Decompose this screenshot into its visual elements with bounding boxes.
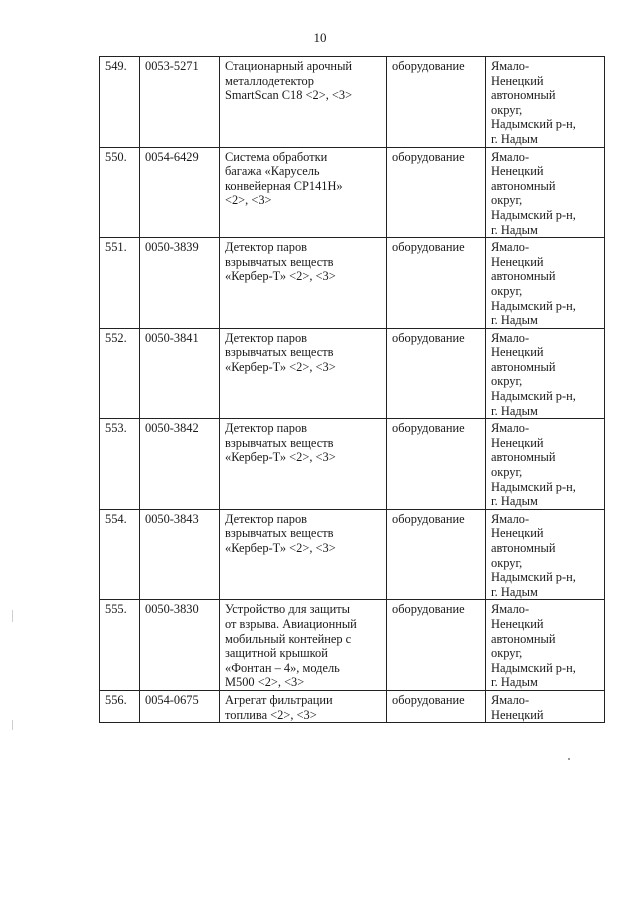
equipment-name-line: от взрыва. Авиационный xyxy=(225,616,357,631)
location-line: Надымский р-н, xyxy=(491,479,576,494)
equipment-table xyxy=(99,56,605,723)
equipment-name-line: Детектор паров xyxy=(225,421,307,436)
location-line: г. Надым xyxy=(491,494,538,509)
inventory-code-cell: 0050-3841 xyxy=(140,328,220,419)
row-number-cell: 552. xyxy=(100,328,140,419)
equipment-table-body xyxy=(100,57,605,723)
location-line: Ямало- xyxy=(491,692,530,707)
asset-type-cell: оборудование xyxy=(387,419,486,510)
location-line: автономный xyxy=(491,88,556,103)
table-row xyxy=(100,600,605,691)
equipment-name-line: Детектор паров xyxy=(225,330,307,345)
row-number-cell: 549. xyxy=(100,57,140,148)
equipment-name-line: Детектор паров xyxy=(225,240,307,255)
equipment-name-cell xyxy=(220,238,387,329)
inventory-code-cell: 0050-3842 xyxy=(140,419,220,510)
asset-type-cell: оборудование xyxy=(387,509,486,600)
location-line: г. Надым xyxy=(491,584,538,599)
location-line: округ, xyxy=(491,102,523,117)
equipment-name-cell xyxy=(220,328,387,419)
table-row xyxy=(100,509,605,600)
row-number-cell: 550. xyxy=(100,147,140,238)
equipment-name-cell xyxy=(220,509,387,600)
location-line: округ, xyxy=(491,193,523,208)
row-number-cell: 554. xyxy=(100,509,140,600)
location-line: автономный xyxy=(491,178,556,193)
table-row xyxy=(100,238,605,329)
asset-type-cell: оборудование xyxy=(387,690,486,722)
location-line: Ямало- xyxy=(491,330,530,345)
location-cell xyxy=(486,509,605,600)
row-number-cell: 553. xyxy=(100,419,140,510)
location-cell xyxy=(486,600,605,691)
location-line: автономный xyxy=(491,450,556,465)
location-line: автономный xyxy=(491,359,556,374)
equipment-name-cell xyxy=(220,690,387,722)
row-number-cell: 551. xyxy=(100,238,140,329)
location-line: г. Надым xyxy=(491,403,538,418)
location-line: Ямало- xyxy=(491,421,530,436)
table-row xyxy=(100,690,605,722)
equipment-name-line: Устройство для защиты xyxy=(225,602,350,617)
location-line: Надымский р-н, xyxy=(491,389,576,404)
location-cell xyxy=(486,690,605,722)
row-number-cell: 555. xyxy=(100,600,140,691)
location-line: округ, xyxy=(491,555,523,570)
equipment-name-cell xyxy=(220,57,387,148)
equipment-name-line: «Фонтан – 4», модель xyxy=(225,660,340,675)
location-line: Надымский р-н, xyxy=(491,207,576,222)
equipment-name-line: Детектор паров xyxy=(225,511,307,526)
location-cell xyxy=(486,147,605,238)
inventory-code-cell: 0053-5271 xyxy=(140,57,220,148)
equipment-name-line: <2>, <3> xyxy=(225,193,272,208)
location-cell xyxy=(486,57,605,148)
asset-type-cell: оборудование xyxy=(387,328,486,419)
location-line: Ямало- xyxy=(491,149,530,164)
location-line: округ, xyxy=(491,374,523,389)
location-line: Ненецкий xyxy=(491,707,544,722)
location-line: округ, xyxy=(491,465,523,480)
equipment-name-line: защитной крышкой xyxy=(225,646,328,661)
location-line: округ, xyxy=(491,646,523,661)
equipment-name-line: конвейерная CP141H» xyxy=(225,178,343,193)
location-line: г. Надым xyxy=(491,675,538,690)
location-line: Ямало- xyxy=(491,240,530,255)
location-line: Ненецкий xyxy=(491,435,544,450)
location-line: Ненецкий xyxy=(491,345,544,360)
location-line: Ненецкий xyxy=(491,616,544,631)
equipment-name-line: Система обработки xyxy=(225,149,328,164)
inventory-code-cell: 0054-0675 xyxy=(140,690,220,722)
row-number-cell: 556. xyxy=(100,690,140,722)
location-line: Надымский р-н, xyxy=(491,660,576,675)
equipment-name-line: «Кербер-Т» <2>, <3> xyxy=(225,269,336,284)
location-cell xyxy=(486,419,605,510)
location-line: округ, xyxy=(491,283,523,298)
equipment-name-line: «Кербер-Т» <2>, <3> xyxy=(225,541,336,555)
asset-type-cell: оборудование xyxy=(387,238,486,329)
inventory-code-cell: 0050-3839 xyxy=(140,238,220,329)
location-line: Ямало- xyxy=(491,511,530,526)
location-line: Ненецкий xyxy=(491,164,544,179)
equipment-name-line: взрывчатых веществ xyxy=(225,345,334,360)
location-line: г. Надым xyxy=(491,131,538,146)
equipment-name-line: металлодетектор xyxy=(225,73,314,88)
table-row xyxy=(100,419,605,510)
location-line: автономный xyxy=(491,631,556,646)
equipment-name-line: «Кербер-Т» <2>, <3> xyxy=(225,450,336,465)
location-line: Ямало- xyxy=(491,59,530,73)
equipment-name-line: взрывчатых веществ xyxy=(225,526,334,541)
scan-margin-mark xyxy=(12,720,13,730)
equipment-name-cell xyxy=(220,600,387,691)
location-line: Ямало- xyxy=(491,602,530,617)
table-row xyxy=(100,57,605,148)
table-row xyxy=(100,147,605,238)
equipment-name-line: SmartScan C18 <2>, <3> xyxy=(225,88,353,103)
location-line: Надымский р-н, xyxy=(491,298,576,313)
location-line: автономный xyxy=(491,269,556,284)
location-line: Надымский р-н, xyxy=(491,117,576,132)
location-cell xyxy=(486,328,605,419)
location-line: г. Надым xyxy=(491,313,538,328)
location-line: Ненецкий xyxy=(491,73,544,88)
location-line: автономный xyxy=(491,541,556,555)
equipment-name-line: топлива <2>, <3> xyxy=(225,707,317,722)
location-line: Надымский р-н, xyxy=(491,570,576,585)
equipment-name-line: M500 <2>, <3> xyxy=(225,675,305,690)
equipment-name-cell xyxy=(220,147,387,238)
inventory-code-cell: 0050-3843 xyxy=(140,509,220,600)
equipment-name-line: мобильный контейнер с xyxy=(225,631,352,646)
asset-type-cell: оборудование xyxy=(387,600,486,691)
scan-speck xyxy=(568,758,570,760)
asset-type-cell: оборудование xyxy=(387,57,486,148)
equipment-name-line: Агрегат фильтрации xyxy=(225,692,333,707)
scan-margin-mark xyxy=(12,610,13,622)
equipment-name-line: Стационарный арочный xyxy=(225,59,353,73)
location-cell xyxy=(486,238,605,329)
location-line: Ненецкий xyxy=(491,254,544,269)
location-line: Ненецкий xyxy=(491,526,544,541)
equipment-name-line: «Кербер-Т» <2>, <3> xyxy=(225,359,336,374)
inventory-code-cell: 0054-6429 xyxy=(140,147,220,238)
page-number: 10 xyxy=(313,30,327,45)
equipment-name-line: багажа «Карусель xyxy=(225,164,320,179)
location-line: г. Надым xyxy=(491,222,538,237)
inventory-code-cell: 0050-3830 xyxy=(140,600,220,691)
equipment-name-cell xyxy=(220,419,387,510)
table-row xyxy=(100,328,605,419)
equipment-name-line: взрывчатых веществ xyxy=(225,254,334,269)
equipment-name-line: взрывчатых веществ xyxy=(225,435,334,450)
asset-type-cell: оборудование xyxy=(387,147,486,238)
